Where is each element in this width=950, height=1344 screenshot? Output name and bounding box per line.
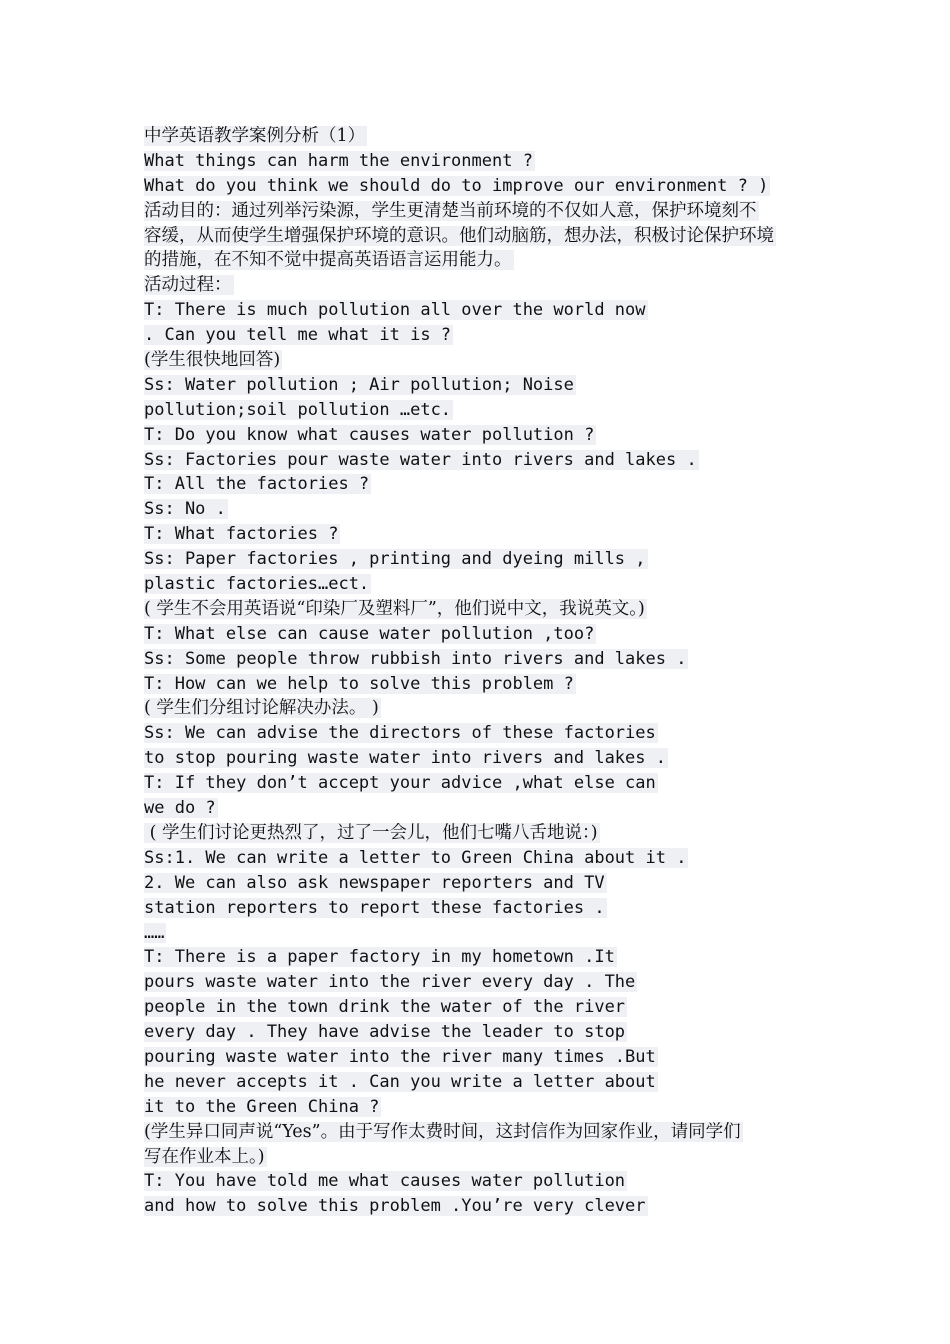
text-line-content: T: What else can cause water pollution ,too? xyxy=(144,623,595,644)
text-line-content: . Can you tell me what it is ? xyxy=(144,325,452,346)
text-line-content: plastic factories…ect. xyxy=(144,574,370,595)
text-line xyxy=(144,597,824,622)
text-line xyxy=(144,995,824,1020)
text-line-content: 容缓，从而使学生增强保护环境的意识。他们动脑筋，想办法，积极讨论保护环境 xyxy=(144,225,774,246)
text-line xyxy=(144,124,824,149)
text-line xyxy=(144,423,824,448)
text-line xyxy=(144,1169,824,1194)
text-line-content: T: If they don’t accept your advice ,what else can xyxy=(144,773,656,794)
text-line-content: ( 学生们分组讨论解决办法。 ) xyxy=(144,698,379,719)
text-line xyxy=(144,970,824,995)
text-line-content: T: Do you know what causes water pollution ? xyxy=(144,424,595,445)
text-line-content: What things can harm the environment ? xyxy=(144,150,533,171)
text-line-content: Ss: Some people throw rubbish into rivers and lakes . xyxy=(144,648,687,669)
text-line-content: 中学英语教学案例分析（1） xyxy=(144,126,366,146)
text-line xyxy=(144,248,824,273)
text-line xyxy=(144,398,824,423)
text-line xyxy=(144,448,824,473)
text-line-content: and how to solve this problem .You’re very clever xyxy=(144,1196,646,1217)
text-line-content: station reporters to report these factories . xyxy=(144,897,605,918)
text-line xyxy=(144,696,824,721)
text-line-content: we do ? xyxy=(144,798,216,819)
text-line-content: What do you think we should do to improve our environment ? ) xyxy=(144,175,769,196)
text-line-content: T: There is much pollution all over the world now xyxy=(144,300,646,321)
text-line xyxy=(144,1020,824,1045)
text-line xyxy=(144,846,824,871)
text-line xyxy=(144,896,824,921)
text-line-content: T: What factories ? xyxy=(144,524,339,545)
text-line xyxy=(144,373,824,398)
text-line xyxy=(144,522,824,547)
text-line-content: (学生异口同声说“Yes”。由于写作太费时间，这封信作为回家作业，请同学们 xyxy=(144,1121,741,1142)
text-line xyxy=(144,572,824,597)
text-line xyxy=(144,298,824,323)
text-line xyxy=(144,174,824,199)
text-line-content: people in the town drink the water of the river xyxy=(144,997,626,1018)
text-line xyxy=(144,472,824,497)
document-body xyxy=(144,124,824,1219)
text-line xyxy=(144,647,824,672)
text-line xyxy=(144,323,824,348)
text-line-content: Ss:1. We can write a letter to Green China about it . xyxy=(144,847,687,868)
text-line xyxy=(144,1095,824,1120)
text-line xyxy=(144,672,824,697)
text-line-content: Ss: Factories pour waste water into rivers and lakes . xyxy=(144,449,697,470)
text-line-content: it to the Green China ? xyxy=(144,1096,380,1117)
text-line-content: to stop pouring waste water into rivers and lakes . xyxy=(144,748,666,769)
text-line-content: T: All the factories ? xyxy=(144,474,370,495)
text-line-content: 活动过程： xyxy=(144,275,232,296)
text-line xyxy=(144,199,824,224)
text-line-content: Ss: No . xyxy=(144,499,226,520)
text-line-content: pouring waste water into the river many times .But xyxy=(144,1046,656,1067)
text-line-content: ( 学生不会用英语说“印染厂及塑料厂”，他们说中文，我说英文。) xyxy=(144,598,645,619)
text-line xyxy=(144,871,824,896)
text-line xyxy=(144,1070,824,1095)
text-line-content: pollution;soil pollution …etc. xyxy=(144,399,452,420)
text-line-content: pours waste water into the river every day . The xyxy=(144,972,636,993)
text-line-content: …… xyxy=(144,922,165,943)
text-line xyxy=(144,771,824,796)
text-line xyxy=(144,348,824,373)
text-line xyxy=(144,1045,824,1070)
text-line xyxy=(144,622,824,647)
text-line-content: T: You have told me what causes water pollution xyxy=(144,1171,626,1192)
text-line xyxy=(144,821,824,846)
text-line-content: 的措施，在不知不觉中提高英语语言运用能力。 xyxy=(144,250,512,271)
text-line-content: ( 学生们讨论更热烈了，过了一会儿，他们七嘴八舌地说：) xyxy=(144,822,598,843)
text-line xyxy=(144,746,824,771)
text-line-content: (学生很快地回答) xyxy=(144,350,281,371)
text-line-content: every day . They have advise the leader to stop xyxy=(144,1022,626,1043)
text-line xyxy=(144,721,824,746)
text-line-content: T: How can we help to solve this problem ? xyxy=(144,673,574,694)
text-line xyxy=(144,945,824,970)
text-line xyxy=(144,1145,824,1170)
text-line xyxy=(144,796,824,821)
text-line xyxy=(144,547,824,572)
text-line xyxy=(144,1194,824,1219)
text-line-content: T: There is a paper factory in my hometown .It xyxy=(144,947,615,968)
text-line xyxy=(144,224,824,249)
text-line xyxy=(144,921,824,946)
text-line-content: Ss: Water pollution ; Air pollution; Noise xyxy=(144,374,574,395)
text-line-content: 2. We can also ask newspaper reporters and TV xyxy=(144,872,605,893)
text-line-content: 活动目的：通过列举污染源，学生更清楚当前环境的不仅如人意，保护环境刻不 xyxy=(144,200,757,221)
text-line-content: Ss: Paper factories , printing and dyeing mills , xyxy=(144,549,646,570)
text-line xyxy=(144,273,824,298)
text-line xyxy=(144,149,824,174)
text-line xyxy=(144,1120,824,1145)
text-line-content: Ss: We can advise the directors of these factories xyxy=(144,723,656,744)
text-line xyxy=(144,497,824,522)
text-line-content: he never accepts it . Can you write a letter about xyxy=(144,1071,656,1092)
text-line-content: 写在作业本上。) xyxy=(144,1146,265,1167)
